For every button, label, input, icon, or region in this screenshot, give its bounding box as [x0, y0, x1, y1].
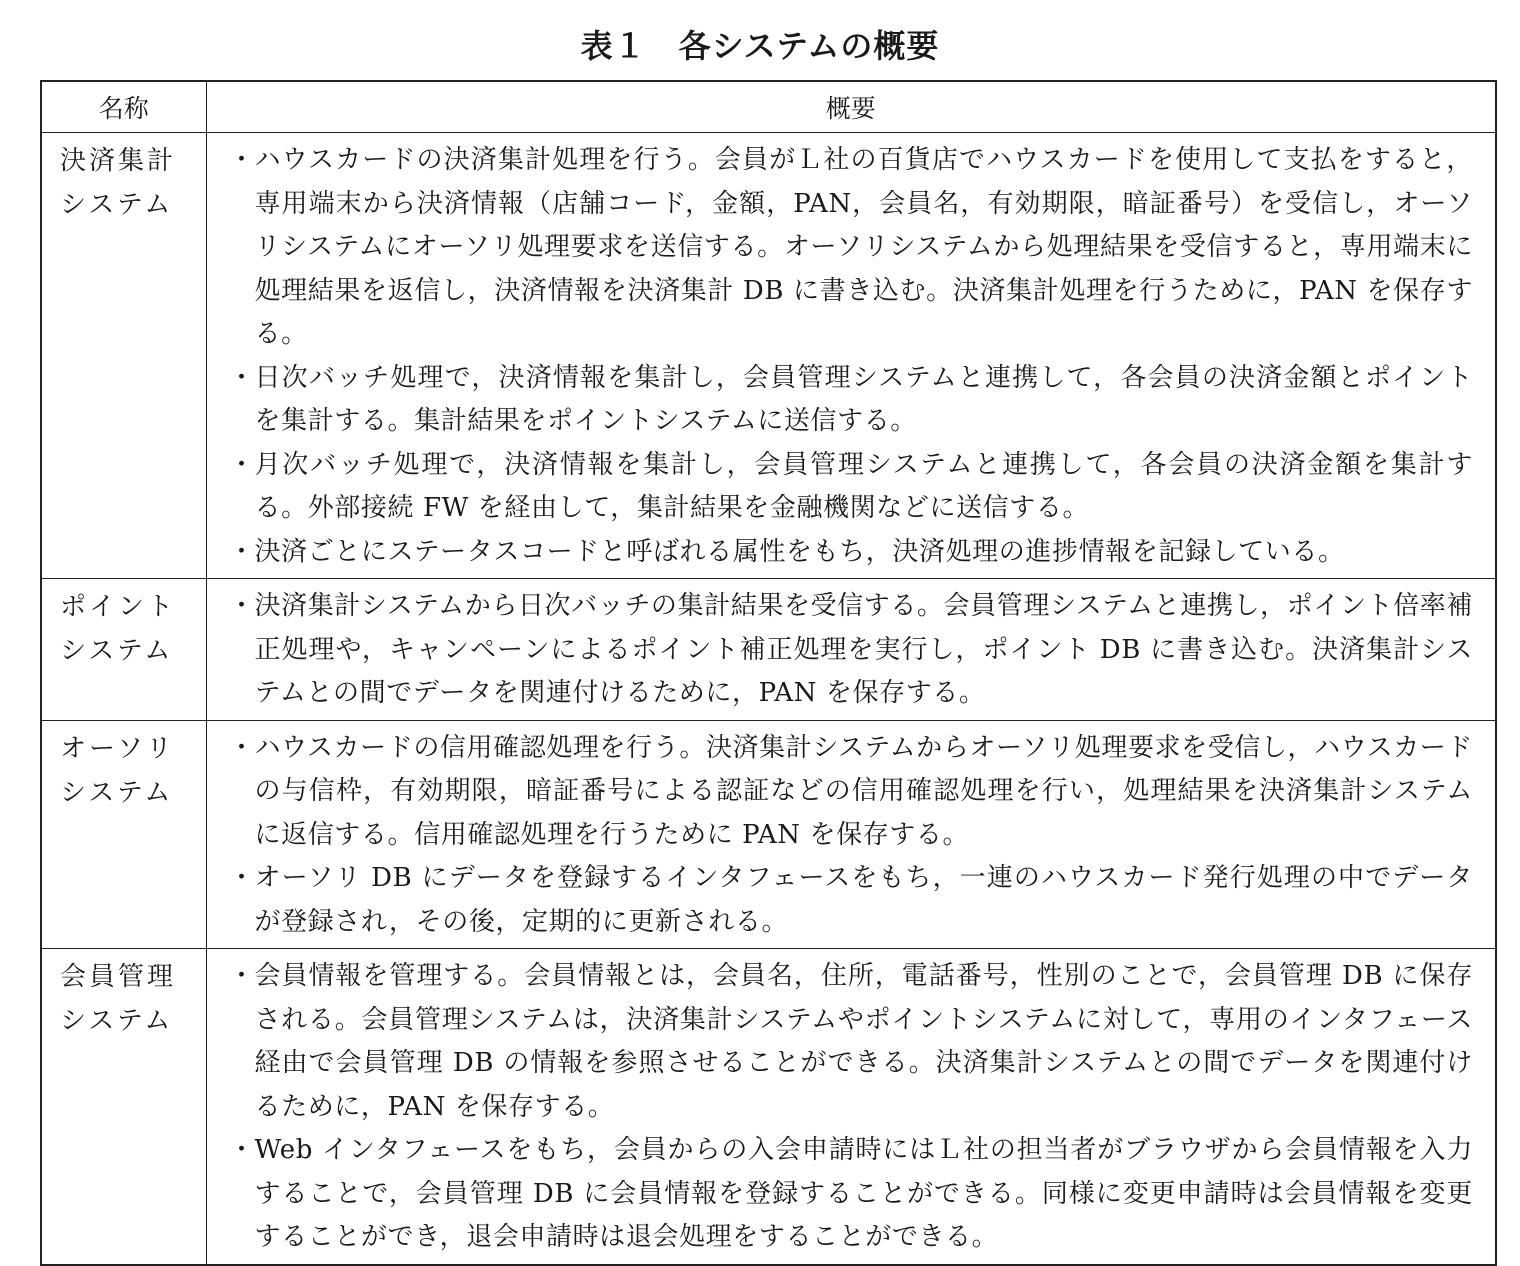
- table-title: [0, 22, 1520, 70]
- system-name-point: [41, 579, 206, 721]
- bullet-list: [229, 585, 1474, 716]
- bullet-item: [229, 1129, 1474, 1260]
- system-name-line: システム: [60, 777, 174, 808]
- system-summary-member-management: [206, 949, 1496, 1265]
- bullet-dot-icon: ・: [228, 449, 256, 480]
- bullet-dot-icon: ・: [228, 961, 256, 991]
- bullet-dot-icon: ・: [228, 732, 256, 763]
- bullet-item: [229, 139, 1474, 357]
- bullet-text: Web インタフェースをもち，会員からの入会申請時にはＬ社の担当者がブラウザから会員情報を入力することで，会員管理 DB に会員情報を登録することができる。同様に変更申請時は会員情報を変更することができ，退会申請時は退会処理をすることができる。: [254, 1135, 1473, 1252]
- bullet-text: 決済集計システムから日次バッチの集計結果を受信する。会員管理システムと連携し，ポイント倍率補正処理や，キャンペーンによるポイント補正処理を実行し，ポイント DB に書き込む。決済集計システムとの間でデータを関連付けるために，PAN を保存する。: [254, 591, 1473, 708]
- bullet-dot-icon: ・: [228, 1135, 256, 1165]
- bullet-item: [229, 531, 1474, 575]
- bullet-dot-icon: ・: [228, 145, 256, 175]
- bullet-text: オーソリ DB にデータを登録するインタフェースをもち，一連のハウスカード発行処理の中でデータが登録され，その後，定期的に更新される。: [254, 863, 1473, 937]
- bullet-text: 会員情報を管理する。会員情報とは，会員名，住所，電話番号，性別のことで，会員管理 DB に保存される。会員管理システムは，決済集計システムやポイントシステムに対して，専用のインタフェース経由で会員管理 DB の情報を参照させることができる。決済集計システムとの間でデータを関連付けるために，PAN を保存する。: [254, 961, 1473, 1122]
- table-row: [41, 133, 1496, 579]
- bullet-list: [229, 139, 1474, 574]
- header-summary: 概要: [206, 81, 1496, 133]
- bullet-text: 決済ごとにステータスコードと呼ばれる属性をもち，決済処理の進捗情報を記録している。: [254, 536, 1345, 567]
- bullet-item: [229, 357, 1474, 444]
- system-summary-settlement: [206, 133, 1496, 579]
- header-name: 名称: [41, 81, 206, 133]
- bullet-dot-icon: ・: [228, 362, 256, 393]
- system-name-line: ポイント: [60, 592, 177, 622]
- bullet-text: ハウスカードの決済集計処理を行う。会員がＬ社の百貨店でハウスカードを使用して支払をすると，専用端末から決済情報（店舗コード，金額，PAN，会員名，有効期限，暗証番号）を受信し，オーソリシステムにオーソリ処理要求を送信する。オーソリシステムから処理結果を受信すると，専用端末に処理結果を返信し，決済情報を決済集計 DB に書き込む。決済集計処理を行うために，PAN を保存する。: [254, 145, 1473, 349]
- table-row: [41, 949, 1496, 1265]
- bullet-text: 月次バッチ処理で，決済情報を集計し，会員管理システムと連携して，各会員の決済金額を集計する。外部接続 FW を経由して，集計結果を金融機関などに送信する。: [254, 449, 1473, 523]
- system-name-line: システム: [60, 190, 174, 220]
- table-number: 表１: [580, 27, 647, 65]
- table-row: [41, 720, 1496, 949]
- system-summary-point: [206, 579, 1496, 721]
- system-summary-authorization: [206, 720, 1496, 949]
- system-name-line: 決済集計: [60, 146, 177, 176]
- bullet-item: [229, 585, 1474, 716]
- system-name-authorization: [41, 720, 206, 949]
- bullet-item: [229, 955, 1474, 1129]
- system-name-member-management: [41, 949, 206, 1265]
- system-name-settlement: [41, 133, 206, 579]
- header-row: [41, 81, 1496, 133]
- bullet-item: [229, 857, 1474, 944]
- system-name-line: 会員管理: [60, 962, 177, 992]
- system-summary-table: [40, 80, 1497, 1266]
- table-caption: 各システムの概要: [678, 27, 940, 65]
- table-row: [41, 579, 1496, 721]
- system-name-line: オーソリ: [60, 733, 175, 764]
- bullet-text: ハウスカードの信用確認処理を行う。決済集計システムからオーソリ処理要求を受信し，ハウスカードの与信枠，有効期限，暗証番号による認証などの信用確認処理を行い，処理結果を決済集計システムに返信する。信用確認処理を行うために PAN を保存する。: [254, 732, 1473, 850]
- bullet-item: [229, 444, 1474, 531]
- bullet-text: 日次バッチ処理で，決済情報を集計し，会員管理システムと連携して，各会員の決済金額とポイントを集計する。集計結果をポイントシステムに送信する。: [254, 362, 1473, 436]
- bullet-dot-icon: ・: [228, 591, 256, 621]
- bullet-list: [229, 955, 1474, 1260]
- system-name-line: システム: [60, 636, 174, 666]
- bullet-item: [229, 727, 1474, 858]
- bullet-list: [229, 727, 1474, 945]
- bullet-dot-icon: ・: [228, 863, 256, 893]
- bullet-dot-icon: ・: [228, 536, 256, 567]
- system-name-line: システム: [60, 1006, 174, 1036]
